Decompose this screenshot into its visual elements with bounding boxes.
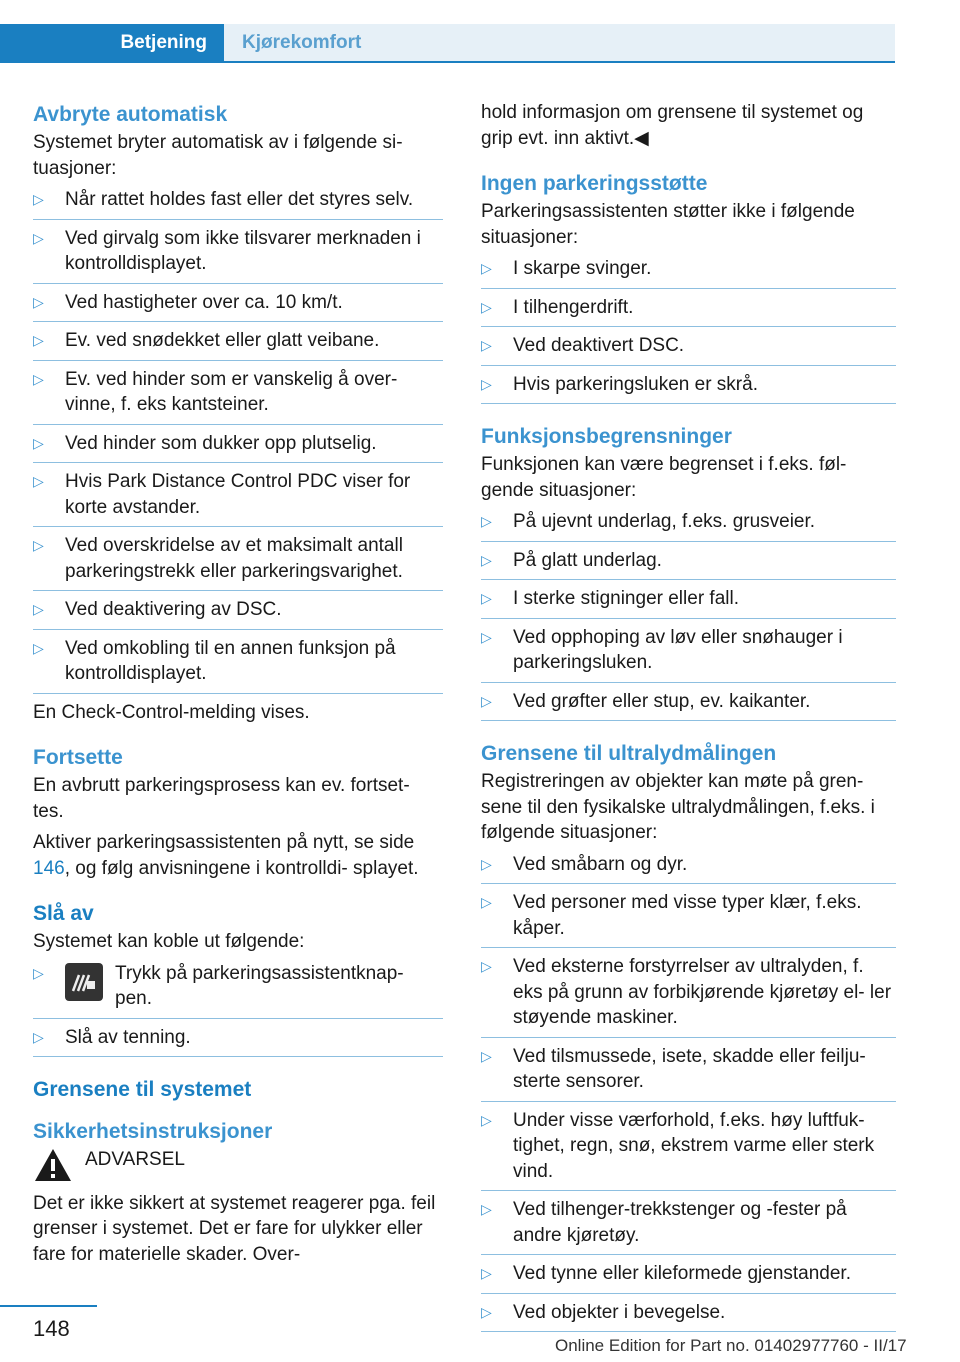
list-item	[33, 226, 443, 284]
bullet-triangle-icon: ▷	[481, 692, 492, 709]
warning-box	[33, 1147, 443, 1191]
bullet-triangle-icon: ▷	[481, 1047, 492, 1064]
list-item-text: I skarpe svinger.	[513, 258, 652, 279]
list-ingen-parkering	[481, 256, 896, 404]
list-item-text: Når rattet holdes fast eller det styres selv.	[65, 189, 414, 210]
list-item	[481, 333, 896, 366]
list-sla-av	[33, 961, 443, 1058]
list-item	[481, 852, 896, 885]
warning-text: Det er ikke sikkert at systemet reagerer pga. feil grenser i systemet. Det er fare for ulykker eller fare for materielle skader. Over‐	[33, 1192, 436, 1265]
bullet-triangle-icon: ▷	[481, 375, 492, 392]
list-item	[481, 1261, 896, 1294]
paragraph: Parkeringsassistenten støtter ikke i følgende situasjoner:	[481, 201, 855, 248]
list-item	[481, 295, 896, 328]
left-column	[33, 100, 443, 1273]
bullet-triangle-icon: ▷	[33, 370, 44, 387]
list-item	[481, 1300, 896, 1333]
list-item-text: Ved opphoping av løv eller snøhauger i parkeringsluken.	[513, 626, 843, 673]
paragraph: Systemet kan koble ut følgende:	[33, 931, 305, 952]
list-item-text: Ev. ved hinder som er vanskelig å over‐ vinne, f. eks kantsteiner.	[65, 368, 398, 415]
bullet-triangle-icon: ▷	[33, 601, 44, 617]
paragraph: En Check-Control-melding vises.	[33, 701, 310, 723]
list-item	[481, 954, 896, 1038]
list-item	[481, 586, 896, 619]
bullet-triangle-icon: ▷	[33, 293, 44, 310]
parking-assistant-button-icon	[65, 963, 103, 1001]
heading-ultralyd: Grensene til ultralydmålingen	[481, 742, 777, 765]
list-item-text: Under visse værforhold, f.eks. høy luftfuk‐ tighet, regn, snø, ekstrem varme eller sterk vind.	[513, 1109, 875, 1182]
heading-ingen-parkering: Ingen parkeringsstøtte	[481, 172, 708, 195]
list-item-text: Hvis Park Distance Control PDC viser for korte avstander.	[65, 471, 411, 518]
list-item-text: Ved hinder som dukker opp plutselig.	[65, 432, 377, 454]
list-item-text: I sterke stigninger eller fall.	[513, 588, 739, 609]
list-item	[33, 367, 443, 425]
list-item	[33, 636, 443, 694]
section-tabs	[0, 24, 895, 63]
list-item	[481, 1108, 896, 1192]
list-item	[481, 689, 896, 722]
text: Aktiver parkeringsassistenten på nytt, se side	[33, 832, 415, 853]
heading-sla-av: Slå av	[33, 902, 94, 925]
bullet-triangle-icon: ▷	[33, 191, 44, 207]
paragraph: Registreringen av objekter kan møte på gren‐ sene til den fysikalske ultralydmålingen, f.eks. i følgende situasjoner:	[481, 771, 875, 843]
bullet-triangle-icon: ▷	[481, 1111, 492, 1128]
list-item	[33, 290, 443, 323]
list-item-text: Ev. ved snødekket eller glatt veibane.	[65, 330, 380, 351]
list-item	[481, 1044, 896, 1102]
list-item	[481, 548, 896, 581]
bullet-triangle-icon: ▷	[33, 434, 44, 451]
heading-fortsette: Fortsette	[33, 746, 123, 769]
list-item	[481, 256, 896, 289]
bullet-triangle-icon: ▷	[481, 894, 492, 910]
list-item-text: Ved småbarn og dyr.	[513, 853, 688, 875]
paragraph: Funksjonen kan være begrenset i f.eks. føl‐ gende situasjoner:	[481, 454, 847, 501]
bullet-triangle-icon: ▷	[481, 590, 492, 606]
paragraph: En avbrutt parkeringsprosess kan ev. fortset‐ tes.	[33, 775, 410, 822]
bullet-triangle-icon: ▷	[481, 1265, 492, 1281]
heading-grensene: Grensene til systemet	[33, 1078, 252, 1101]
list-item-text: Ved hastigheter over ca. 10 km/t.	[65, 291, 343, 313]
list-item	[33, 469, 443, 527]
bullet-triangle-icon: ▷	[481, 958, 492, 974]
list-item	[481, 372, 896, 405]
tab-betjening[interactable]: Betjening	[0, 24, 224, 61]
list-item-text: I tilhengerdrift.	[513, 296, 634, 318]
list-item	[33, 328, 443, 361]
paragraph: hold informasjon om grensene til systemet og grip evt. inn aktivt.◀	[481, 102, 864, 149]
list-item-text: Ved eksterne forstyrrelser av ultralyden, f. eks på grunn av forbikjørende kjøretøy el‐ ler støyende maskiner.	[513, 956, 892, 1028]
list-item	[481, 625, 896, 683]
list-item	[481, 509, 896, 542]
warning-label: ADVARSEL	[85, 1149, 185, 1170]
list-item-text: Ved objekter i bevegelse.	[513, 1301, 726, 1323]
list-item	[481, 1197, 896, 1255]
bullet-triangle-icon: ▷	[33, 639, 44, 656]
bullet-triangle-icon: ▷	[481, 1303, 492, 1320]
list-item	[33, 187, 443, 220]
bullet-triangle-icon: ▷	[481, 513, 492, 529]
list-item	[33, 961, 443, 1019]
list-item	[481, 890, 896, 948]
list-item-text: Ved deaktivering av DSC.	[65, 599, 282, 620]
bullet-triangle-icon: ▷	[33, 473, 44, 489]
edition-note: Online Edition for Part no. 01402977760 - II/17	[555, 1336, 907, 1355]
list-item	[33, 431, 443, 464]
list-item-text: Slå av tenning.	[65, 1026, 191, 1048]
footer-rule	[0, 1305, 97, 1307]
list-item-text: Ved tilsmussede, isete, skadde eller feilju‐ sterte sensorer.	[513, 1045, 866, 1092]
list-item-text: Ved omkobling til en annen funksjon på kontrolldisplayet.	[65, 637, 396, 684]
bullet-triangle-icon: ▷	[33, 537, 44, 553]
list-funksjonsbegrensninger	[481, 509, 896, 721]
bullet-triangle-icon: ▷	[481, 628, 492, 645]
list-item	[33, 533, 443, 591]
page-number: 148	[33, 1316, 70, 1341]
heading-funksjonsbegrensninger: Funksjonsbegrensninger	[481, 425, 732, 448]
bullet-triangle-icon: ▷	[33, 964, 44, 981]
page-link[interactable]: 146	[33, 857, 65, 879]
paragraph	[33, 830, 443, 881]
list-item-text: Hvis parkeringsluken er skrå.	[513, 373, 758, 395]
text: , og følg anvisningene i kontrolldi‐ splayet.	[64, 857, 419, 879]
warning-triangle-icon	[33, 1147, 73, 1191]
list-item-text: Ved girvalg som ikke tilsvarer merknaden i kontrolldisplayet.	[65, 227, 421, 274]
list-item-text: Trykk på parkeringsassistentknap‐ pen.	[115, 962, 404, 1009]
tab-kjorekomfort[interactable]: Kjørekomfort	[224, 24, 895, 61]
list-item	[33, 1025, 443, 1058]
list-item	[33, 597, 443, 630]
list-avbryte	[33, 187, 443, 694]
bullet-triangle-icon: ▷	[33, 229, 44, 246]
paragraph: Systemet bryter automatisk av i følgende si‐ tuasjoner:	[33, 132, 403, 179]
right-column	[481, 100, 896, 1338]
list-ultralyd	[481, 852, 896, 1333]
bullet-triangle-icon: ▷	[481, 1201, 492, 1217]
list-item-text: Ved tynne eller kileformede gjenstander.	[513, 1263, 851, 1284]
bullet-triangle-icon: ▷	[33, 332, 44, 348]
bullet-triangle-icon: ▷	[481, 260, 492, 276]
list-item-text: Ved personer med visse typer klær, f.eks. kåper.	[513, 892, 862, 939]
list-item-text: Ved grøfter eller stup, ev. kaikanter.	[513, 690, 811, 712]
bullet-triangle-icon: ▷	[481, 298, 492, 315]
heading-sikkerhet: Sikkerhetsinstruksjoner	[33, 1120, 273, 1143]
list-item-text: Ved deaktivert DSC.	[513, 335, 685, 356]
list-item-text: Ved overskridelse av et maksimalt antall parkeringstrekk eller parkeringsvarighet.	[65, 535, 403, 582]
list-item-text: Ved tilhenger-trekkstenger og -fester på andre kjøretøy.	[513, 1199, 847, 1246]
bullet-triangle-icon: ▷	[481, 551, 492, 568]
list-item-text: På glatt underlag.	[513, 549, 662, 571]
bullet-triangle-icon: ▷	[33, 1028, 44, 1045]
bullet-triangle-icon: ▷	[481, 337, 492, 353]
list-item-text: På ujevnt underlag, f.eks. grusveier.	[513, 511, 816, 532]
heading-avbryte: Avbryte automatisk	[33, 103, 228, 126]
bullet-triangle-icon: ▷	[481, 855, 492, 872]
